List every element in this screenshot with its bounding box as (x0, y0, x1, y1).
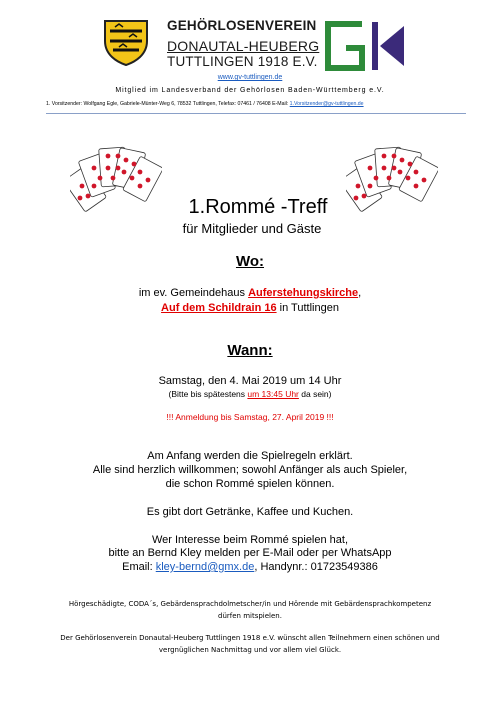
body-p1-line3: die schon Rommé spielen können. (165, 478, 335, 490)
where-church: Auferstehungskirche (248, 287, 359, 299)
footer-line2: dürfen mitspielen. (218, 612, 282, 620)
when-note-suffix: da sein) (298, 389, 332, 399)
event-title-text: 1.Rommé -Treff (188, 196, 328, 218)
body-p3-line1: Wer Interesse beim Rommé spielen hat, (151, 534, 349, 546)
org-name-line3: TUTTLINGEN 1918 E.V. (167, 54, 318, 69)
org-name-line1: GEHÖRLOSENVEREIN (167, 18, 317, 33)
body-p1-line1: Am Anfang werden die Spielregeln erklärt. (147, 450, 353, 462)
body-p3-line3 (0, 560, 500, 574)
registration-deadline: !!! Anmeldung bis Samstag, 27. April 2019 !!! (166, 412, 334, 422)
when-date: Samstag, den 4. Mai 2019 um 14 Uhr (158, 375, 342, 387)
website-link[interactable]: www.gv-tuttlingen.de (217, 74, 283, 81)
where-line2 (0, 301, 500, 315)
where-prefix: im ev. Gemeindehaus (138, 287, 249, 299)
event-subtitle (0, 221, 500, 236)
email-label: Email: (122, 561, 156, 573)
membership-line: Mitglied im Landesverband der Gehörlosen Baden-Württemberg e.V. (115, 87, 385, 94)
phone-number: , Handynr.: 01723549386 (254, 561, 378, 573)
where-city: in Tuttlingen (276, 302, 339, 314)
event-subtitle-text: für Mitglieder und Gäste (182, 221, 322, 236)
footer-line4: vergnüglichen Nachmittag und vor allem viel Glück. (158, 646, 342, 654)
contact-email-bernd-link[interactable]: kley-bernd@gmx.de (155, 561, 255, 573)
when-note (0, 389, 500, 399)
body-p3-line2: bitte an Bernd Kley melden per E-Mail oder per WhatsApp (108, 547, 392, 559)
when-note-time: um 13:45 Uhr (247, 389, 299, 399)
coat-of-arms-logo (101, 17, 151, 67)
gk-logo (322, 18, 408, 74)
footer-line3: Der Gehörlosenverein Donautal-Heuberg Tuttlingen 1918 e.V. wünscht allen Teilnehmern einen schönen und (60, 634, 440, 642)
contact-text: 1. Vorsitzender: Wolfgang Egle, Gabriele-Münter-Weg 6, 78532 Tuttlingen, Telefax: 07461 / 76408 E-Mail: (46, 101, 290, 107)
when-note-prefix: (Bitte bis spätestens (168, 389, 248, 399)
contact-email-link[interactable]: 1.Vorsitzender@gv-tuttlingen.de (289, 101, 364, 107)
org-name-line2: DONAUTAL-HEUBERG (167, 38, 320, 54)
where-comma: , (358, 287, 362, 299)
when-heading: Wann: (227, 342, 273, 359)
body-p1-line2: Alle sind herzlich willkommen; sowohl Anfänger als auch Spieler, (92, 464, 408, 476)
body-p2: Es gibt dort Getränke, Kaffee und Kuchen. (146, 506, 354, 518)
where-heading: Wo: (235, 253, 265, 270)
header-divider (46, 113, 466, 114)
where-street: Auf dem Schildrain 16 (161, 302, 277, 314)
footer-line1: Hörgeschädigte, CODA´s, Gebärdensprachdolmetscher/in und Hörende mit Gebärdensprachkompetenz (68, 600, 432, 608)
event-title (0, 196, 500, 219)
where-line1 (0, 286, 500, 300)
contact-line (46, 101, 364, 107)
